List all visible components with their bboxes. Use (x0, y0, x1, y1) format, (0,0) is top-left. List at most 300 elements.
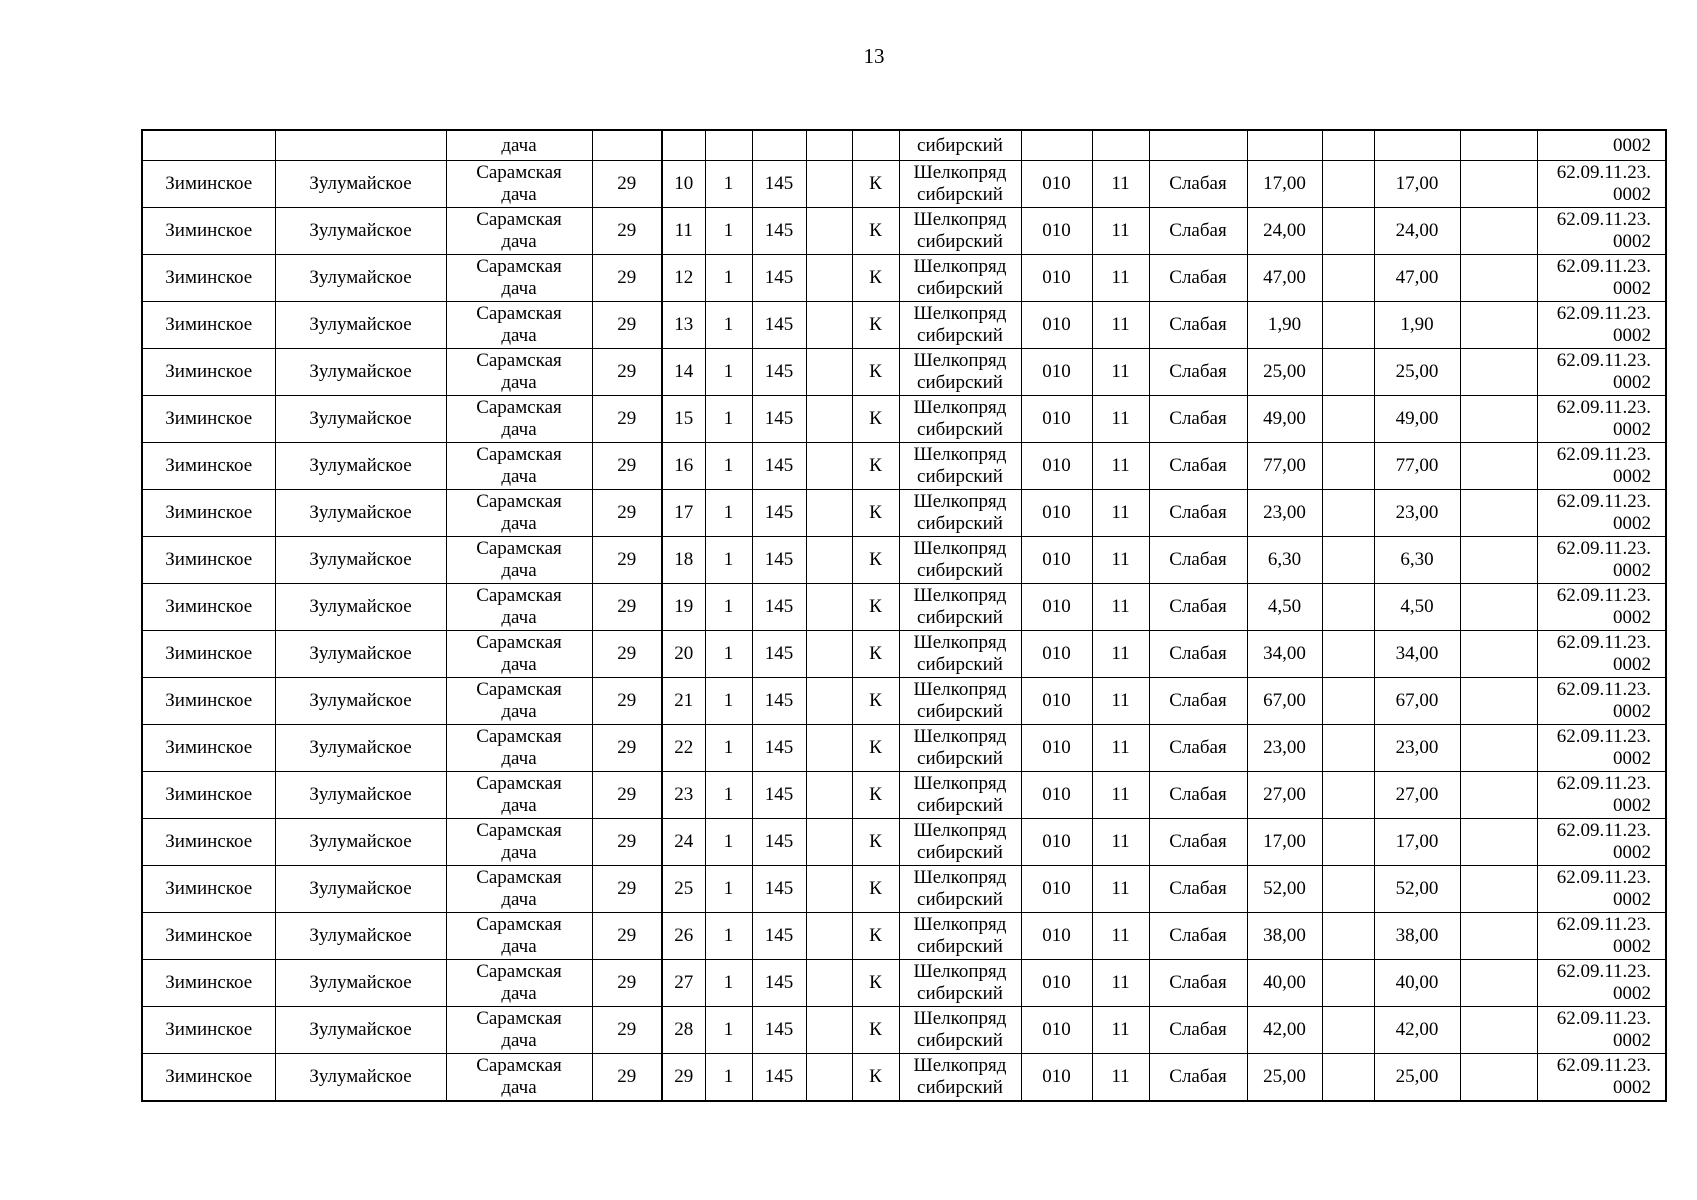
cell-area2 (1374, 130, 1460, 161)
cell-pest-line-2: сибирский (917, 1077, 1003, 1098)
cell-c15 (1322, 396, 1374, 443)
cell-pest-line-1: Шелкопряд (913, 820, 1007, 841)
cell-quarter: 29 (592, 443, 662, 490)
cell-subplot: 1 (705, 490, 752, 537)
cell-c12: 11 (1092, 349, 1149, 396)
cell-forestry: Зиминское (142, 255, 275, 302)
table-row (142, 208, 1666, 255)
cell-c8 (806, 396, 852, 443)
cell-district-forestry: Зулумайское (275, 396, 446, 443)
cell-c17 (1460, 678, 1537, 725)
cell-plot: 23 (662, 772, 705, 819)
cell-dacha-line-2: дача (501, 466, 537, 487)
cell-subplot: 1 (705, 349, 752, 396)
cell-dacha-line-2: дача (501, 795, 537, 816)
cell-c7: 145 (752, 678, 806, 725)
cell-c8 (806, 913, 852, 960)
cell-degree: Слабая (1149, 208, 1247, 255)
cell-c9: К (852, 584, 899, 631)
cell-degree: Слабая (1149, 161, 1247, 208)
cell-area2: 40,00 (1374, 960, 1460, 1007)
cell-pest-line-2: сибирский (917, 372, 1003, 393)
cell-forestry: Зиминское (142, 631, 275, 678)
cell-code (1537, 678, 1666, 725)
cell-code-line-2: 0002 (1613, 889, 1651, 910)
cell-c17 (1460, 349, 1537, 396)
cell-c15 (1322, 631, 1374, 678)
cell-c11 (1021, 130, 1092, 161)
cell-c15 (1322, 130, 1374, 161)
cell-district-forestry: Зулумайское (275, 349, 446, 396)
cell-forestry: Зиминское (142, 866, 275, 913)
cell-area2: 49,00 (1374, 396, 1460, 443)
cell-code-line-1: 62.09.11.23. (1556, 585, 1651, 606)
cell-plot: 14 (662, 349, 705, 396)
cell-c11: 010 (1021, 396, 1092, 443)
cell-code-line-1: 62.09.11.23. (1556, 867, 1651, 888)
cell-c15 (1322, 537, 1374, 584)
cell-c7: 145 (752, 772, 806, 819)
cell-code-line-1: 62.09.11.23. (1556, 256, 1651, 277)
cell-quarter: 29 (592, 537, 662, 584)
cell-dacha-line-1: Сарамская (476, 162, 562, 183)
table-row (142, 584, 1666, 631)
cell-quarter: 29 (592, 584, 662, 631)
cell-dacha-line-2: дача (501, 1077, 537, 1098)
cell-pest (899, 584, 1021, 631)
cell-c11: 010 (1021, 208, 1092, 255)
cell-subplot: 1 (705, 866, 752, 913)
table-row (142, 302, 1666, 349)
cell-code-line-2: 0002 (1613, 936, 1651, 957)
cell-code (1537, 913, 1666, 960)
cell-pest-line-2: сибирский (917, 560, 1003, 581)
cell-dacha-line-1: Сарамская (476, 350, 562, 371)
cell-dacha-line-2: дача (501, 607, 537, 628)
cell-degree (1149, 130, 1247, 161)
cell-c7: 145 (752, 537, 806, 584)
cell-subplot: 1 (705, 631, 752, 678)
cell-area1: 42,00 (1247, 1007, 1322, 1054)
cell-dacha-line-1: Сарамская (476, 820, 562, 841)
cell-subplot: 1 (705, 1007, 752, 1054)
cell-district-forestry: Зулумайское (275, 537, 446, 584)
cell-district-forestry: Зулумайское (275, 678, 446, 725)
cell-c17 (1460, 490, 1537, 537)
cell-code-line-2: 0002 (1613, 748, 1651, 769)
cell-c8 (806, 584, 852, 631)
cell-c15 (1322, 819, 1374, 866)
cell-dacha-line-2: дача (501, 1030, 537, 1051)
cell-dacha-line-2: дача (501, 419, 537, 440)
cell-subplot: 1 (705, 960, 752, 1007)
cell-c8 (806, 255, 852, 302)
page-number: 13 (863, 44, 885, 68)
cell-pest-line-1: Шелкопряд (913, 585, 1007, 606)
cell-pest (899, 819, 1021, 866)
cell-subplot: 1 (705, 584, 752, 631)
cell-c7: 145 (752, 161, 806, 208)
cell-pest-line-1: Шелкопряд (913, 632, 1007, 653)
cell-c9: К (852, 866, 899, 913)
cell-dacha-line-1: Сарамская (476, 209, 562, 230)
cell-c7: 145 (752, 866, 806, 913)
cell-code-line-2: 0002 (1613, 983, 1651, 1004)
cell-c12: 11 (1092, 1054, 1149, 1102)
cell-c7: 145 (752, 349, 806, 396)
cell-forestry: Зиминское (142, 678, 275, 725)
cell-area1: 1,90 (1247, 302, 1322, 349)
cell-district-forestry: Зулумайское (275, 208, 446, 255)
cell-quarter (592, 130, 662, 161)
cell-dacha: дача (446, 130, 592, 161)
cell-dacha-line-2: дача (501, 654, 537, 675)
cell-c15 (1322, 349, 1374, 396)
cell-plot: 17 (662, 490, 705, 537)
cell-area1: 23,00 (1247, 490, 1322, 537)
cell-c11: 010 (1021, 349, 1092, 396)
cell-c12: 11 (1092, 819, 1149, 866)
cell-degree: Слабая (1149, 960, 1247, 1007)
cell-dacha (446, 584, 592, 631)
cell-c12: 11 (1092, 678, 1149, 725)
cell-pest-line-2: сибирский (917, 654, 1003, 675)
cell-code-line-2: 0002 (1613, 419, 1651, 440)
cell-forestry: Зиминское (142, 161, 275, 208)
cell-district-forestry: Зулумайское (275, 443, 446, 490)
cell-dacha-line-1: Сарамская (476, 538, 562, 559)
cell-subplot: 1 (705, 396, 752, 443)
cell-subplot: 1 (705, 772, 752, 819)
cell-c15 (1322, 161, 1374, 208)
cell-code (1537, 631, 1666, 678)
cell-dacha-line-2: дача (501, 889, 537, 910)
cell-dacha-line-1: Сарамская (476, 726, 562, 747)
cell-c12: 11 (1092, 537, 1149, 584)
cell-c15 (1322, 913, 1374, 960)
cell-plot: 28 (662, 1007, 705, 1054)
cell-area2: 25,00 (1374, 349, 1460, 396)
cell-code-line-2: 0002 (1613, 607, 1651, 628)
cell-degree: Слабая (1149, 537, 1247, 584)
cell-subplot: 1 (705, 443, 752, 490)
cell-code (1537, 725, 1666, 772)
cell-quarter: 29 (592, 725, 662, 772)
cell-forestry: Зиминское (142, 208, 275, 255)
cell-pest-line-1: Шелкопряд (913, 726, 1007, 747)
cell-area1: 25,00 (1247, 1054, 1322, 1102)
cell-dacha-line-1: Сарамская (476, 679, 562, 700)
cell-c9: К (852, 396, 899, 443)
cell-pest (899, 490, 1021, 537)
cell-forestry: Зиминское (142, 537, 275, 584)
cell-plot: 15 (662, 396, 705, 443)
cell-c17 (1460, 960, 1537, 1007)
cell-dacha-line-1: Сарамская (476, 303, 562, 324)
cell-c9: К (852, 960, 899, 1007)
cell-plot: 27 (662, 960, 705, 1007)
cell-c7: 145 (752, 1054, 806, 1102)
cell-pest (899, 1007, 1021, 1054)
cell-c12: 11 (1092, 913, 1149, 960)
cell-forestry: Зиминское (142, 913, 275, 960)
cell-subplot: 1 (705, 537, 752, 584)
cell-dacha (446, 1054, 592, 1102)
cell-code (1537, 443, 1666, 490)
cell-area2: 47,00 (1374, 255, 1460, 302)
cell-pest (899, 302, 1021, 349)
cell-pest-line-1: Шелкопряд (913, 397, 1007, 418)
cell-plot: 19 (662, 584, 705, 631)
cell-pest-line-2: сибирский (917, 419, 1003, 440)
cell-code-line-2: 0002 (1613, 701, 1651, 722)
cell-code-line-2: 0002 (1613, 842, 1651, 863)
cell-degree: Слабая (1149, 631, 1247, 678)
cell-dacha-line-2: дача (501, 983, 537, 1004)
cell-c8 (806, 443, 852, 490)
cell-c8 (806, 1007, 852, 1054)
cell-pest: сибирский (899, 130, 1021, 161)
cell-degree: Слабая (1149, 255, 1247, 302)
cell-quarter: 29 (592, 772, 662, 819)
cell-plot (662, 130, 705, 161)
cell-c9: К (852, 349, 899, 396)
cell-c8 (806, 130, 852, 161)
cell-c17 (1460, 725, 1537, 772)
cell-dacha-line-2: дача (501, 325, 537, 346)
cell-c11: 010 (1021, 725, 1092, 772)
cell-area2: 17,00 (1374, 161, 1460, 208)
table-body (142, 130, 1666, 1101)
cell-degree: Слабая (1149, 302, 1247, 349)
cell-subplot: 1 (705, 1054, 752, 1102)
cell-code (1537, 349, 1666, 396)
cell-c8 (806, 631, 852, 678)
cell-area1: 34,00 (1247, 631, 1322, 678)
cell-pest (899, 866, 1021, 913)
cell-c7: 145 (752, 960, 806, 1007)
cell-district-forestry: Зулумайское (275, 913, 446, 960)
cell-c7: 145 (752, 490, 806, 537)
cell-pest-line-2: сибирский (917, 278, 1003, 299)
cell-c15 (1322, 725, 1374, 772)
cell-dacha-line-1: Сарамская (476, 397, 562, 418)
cell-district-forestry: Зулумайское (275, 1054, 446, 1102)
cell-area1: 17,00 (1247, 161, 1322, 208)
cell-code (1537, 960, 1666, 1007)
cell-district-forestry (275, 130, 446, 161)
cell-quarter: 29 (592, 819, 662, 866)
cell-area2: 6,30 (1374, 537, 1460, 584)
cell-forestry: Зиминское (142, 772, 275, 819)
cell-c7: 145 (752, 631, 806, 678)
cell-pest-line-2: сибирский (917, 184, 1003, 205)
cell-c9: К (852, 913, 899, 960)
table-row (142, 772, 1666, 819)
cell-dacha (446, 631, 592, 678)
cell-district-forestry: Зулумайское (275, 161, 446, 208)
cell-code-line-1: 62.09.11.23. (1556, 162, 1651, 183)
cell-pest-line-2: сибирский (917, 936, 1003, 957)
cell-code-line-1: 62.09.11.23. (1556, 350, 1651, 371)
cell-dacha-line-2: дача (501, 701, 537, 722)
cell-dacha (446, 819, 592, 866)
cell-code (1537, 772, 1666, 819)
cell-plot: 10 (662, 161, 705, 208)
cell-pest (899, 349, 1021, 396)
cell-c9: К (852, 1007, 899, 1054)
cell-area2: 1,90 (1374, 302, 1460, 349)
cell-quarter: 29 (592, 349, 662, 396)
cell-pest-line-1: Шелкопряд (913, 444, 1007, 465)
cell-pest (899, 772, 1021, 819)
cell-c11: 010 (1021, 819, 1092, 866)
cell-pest (899, 208, 1021, 255)
cell-degree: Слабая (1149, 490, 1247, 537)
cell-c17 (1460, 1054, 1537, 1102)
cell-dacha-line-2: дача (501, 842, 537, 863)
cell-code-line-2: 0002 (1613, 1030, 1651, 1051)
cell-pest-line-1: Шелкопряд (913, 303, 1007, 324)
cell-quarter: 29 (592, 960, 662, 1007)
cell-pest (899, 913, 1021, 960)
cell-c15 (1322, 866, 1374, 913)
cell-degree: Слабая (1149, 1007, 1247, 1054)
cell-c8 (806, 678, 852, 725)
cell-dacha (446, 443, 592, 490)
cell-degree: Слабая (1149, 819, 1247, 866)
table-row (142, 725, 1666, 772)
cell-c15 (1322, 584, 1374, 631)
cell-district-forestry: Зулумайское (275, 725, 446, 772)
cell-degree: Слабая (1149, 772, 1247, 819)
cell-code-line-1: 62.09.11.23. (1556, 632, 1651, 653)
cell-degree: Слабая (1149, 1054, 1247, 1102)
cell-district-forestry: Зулумайское (275, 1007, 446, 1054)
cell-pest-line-1: Шелкопряд (913, 961, 1007, 982)
table-row-continuation (142, 130, 1666, 161)
cell-c12: 11 (1092, 302, 1149, 349)
table-row (142, 537, 1666, 584)
cell-plot: 22 (662, 725, 705, 772)
cell-degree: Слабая (1149, 349, 1247, 396)
cell-pest-line-1: Шелкопряд (913, 773, 1007, 794)
cell-code-line-2: 0002 (1613, 1077, 1651, 1098)
cell-pest-line-2: сибирский (917, 325, 1003, 346)
cell-c17 (1460, 208, 1537, 255)
cell-dacha-line-1: Сарамская (476, 632, 562, 653)
cell-pest (899, 443, 1021, 490)
table-row (142, 443, 1666, 490)
cell-dacha (446, 396, 592, 443)
cell-district-forestry: Зулумайское (275, 819, 446, 866)
cell-c7: 145 (752, 443, 806, 490)
cell-c11: 010 (1021, 443, 1092, 490)
cell-c9: К (852, 161, 899, 208)
cell-pest-line-2: сибирский (917, 466, 1003, 487)
table-row (142, 631, 1666, 678)
cell-c11: 010 (1021, 302, 1092, 349)
cell-dacha (446, 1007, 592, 1054)
cell-c17 (1460, 1007, 1537, 1054)
cell-c9: К (852, 725, 899, 772)
cell-c15 (1322, 1054, 1374, 1102)
cell-c11: 010 (1021, 678, 1092, 725)
cell-pest-line-1: Шелкопряд (913, 914, 1007, 935)
cell-area2: 42,00 (1374, 1007, 1460, 1054)
cell-area1: 49,00 (1247, 396, 1322, 443)
cell-area1: 27,00 (1247, 772, 1322, 819)
cell-code-line-1: 62.09.11.23. (1556, 726, 1651, 747)
cell-code-line-2: 0002 (1613, 278, 1651, 299)
cell-c11: 010 (1021, 1054, 1092, 1102)
cell-dacha-line-2: дача (501, 278, 537, 299)
table-row (142, 960, 1666, 1007)
cell-plot: 11 (662, 208, 705, 255)
cell-pest (899, 960, 1021, 1007)
cell-plot: 13 (662, 302, 705, 349)
cell-c9: К (852, 537, 899, 584)
cell-quarter: 29 (592, 161, 662, 208)
cell-c9: К (852, 772, 899, 819)
cell-quarter: 29 (592, 913, 662, 960)
cell-district-forestry: Зулумайское (275, 490, 446, 537)
cell-code-line-2: 0002 (1613, 231, 1651, 252)
cell-area1: 17,00 (1247, 819, 1322, 866)
cell-quarter: 29 (592, 1007, 662, 1054)
data-table (141, 129, 1667, 1102)
cell-c17 (1460, 443, 1537, 490)
cell-forestry: Зиминское (142, 349, 275, 396)
cell-code (1537, 1054, 1666, 1102)
cell-area2: 25,00 (1374, 1054, 1460, 1102)
cell-plot: 18 (662, 537, 705, 584)
cell-c8 (806, 302, 852, 349)
cell-forestry: Зиминское (142, 443, 275, 490)
cell-plot: 26 (662, 913, 705, 960)
cell-plot: 24 (662, 819, 705, 866)
cell-pest-line-2: сибирский (917, 513, 1003, 534)
cell-subplot: 1 (705, 819, 752, 866)
cell-c12: 11 (1092, 772, 1149, 819)
cell-c8 (806, 1054, 852, 1102)
cell-dacha-line-2: дача (501, 513, 537, 534)
cell-code-line-2: 0002 (1613, 795, 1651, 816)
cell-c12: 11 (1092, 584, 1149, 631)
cell-code (1537, 302, 1666, 349)
cell-c8 (806, 208, 852, 255)
cell-area1: 4,50 (1247, 584, 1322, 631)
cell-subplot: 1 (705, 208, 752, 255)
cell-area1: 24,00 (1247, 208, 1322, 255)
cell-c9: К (852, 443, 899, 490)
cell-c15 (1322, 772, 1374, 819)
cell-c11: 010 (1021, 490, 1092, 537)
cell-dacha (446, 161, 592, 208)
cell-c7: 145 (752, 584, 806, 631)
cell-c7: 145 (752, 302, 806, 349)
cell-c12: 11 (1092, 490, 1149, 537)
cell-c12: 11 (1092, 631, 1149, 678)
cell-area1: 38,00 (1247, 913, 1322, 960)
cell-pest-line-2: сибирский (917, 231, 1003, 252)
cell-code: 0002 (1537, 130, 1666, 161)
cell-pest-line-1: Шелкопряд (913, 491, 1007, 512)
cell-code-line-1: 62.09.11.23. (1556, 679, 1651, 700)
cell-c11: 010 (1021, 960, 1092, 1007)
cell-dacha-line-1: Сарамская (476, 491, 562, 512)
cell-c8 (806, 866, 852, 913)
